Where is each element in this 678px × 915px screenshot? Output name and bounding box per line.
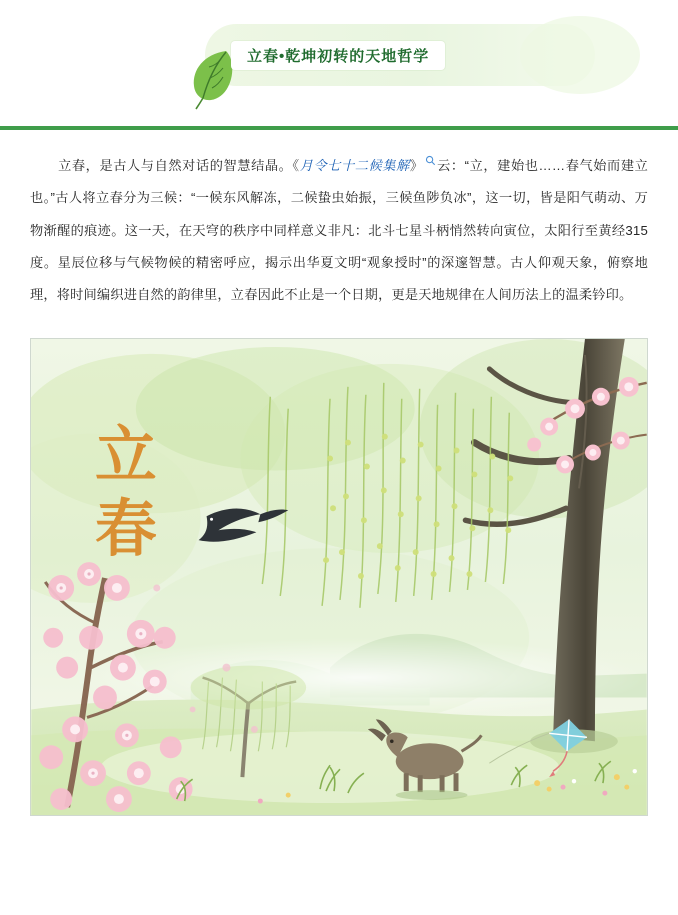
- document-header: [0, 0, 678, 130]
- page-title-text: 立春•乾坤初转的天地哲学: [247, 48, 430, 65]
- paragraph-lead: 立春，是古人与自然对话的智慧结晶。《: [57, 158, 300, 173]
- lichun-spring-painting: [30, 338, 648, 816]
- article-paragraph: [30, 150, 648, 312]
- search-icon[interactable]: [425, 155, 436, 166]
- header-background-circle: [520, 16, 640, 94]
- document-content: [0, 150, 678, 816]
- svg-text:春: 春: [95, 495, 159, 564]
- paragraph-book-close: 》: [409, 158, 424, 173]
- book-reference-link[interactable]: 月令七十二候集解: [299, 158, 410, 173]
- page-title: [231, 41, 445, 70]
- svg-text:立: 立: [95, 422, 159, 491]
- paragraph-rest: 云：“立，建始也……春气始而建立也。”古人将立春分为三候：“一候东风解冻，二候蛰虫始振，三候鱼陟负冰”，这一切，皆是阳气萌动、万物渐醒的痕迹。这一天，在天穹的秩序中同样意义非凡：北斗七星斗柄悄然转向寅位，太阳行至黄经315度。星辰位移与气候物候的精密呼应，揭示出华夏文明“观象授时”的深邃智慧。古人仰观天象，俯察地理，将时间编织进自然的韵律里，立春因此不止是一个日期，更是天地规律在人间历法上的温柔钤印。: [30, 158, 649, 303]
